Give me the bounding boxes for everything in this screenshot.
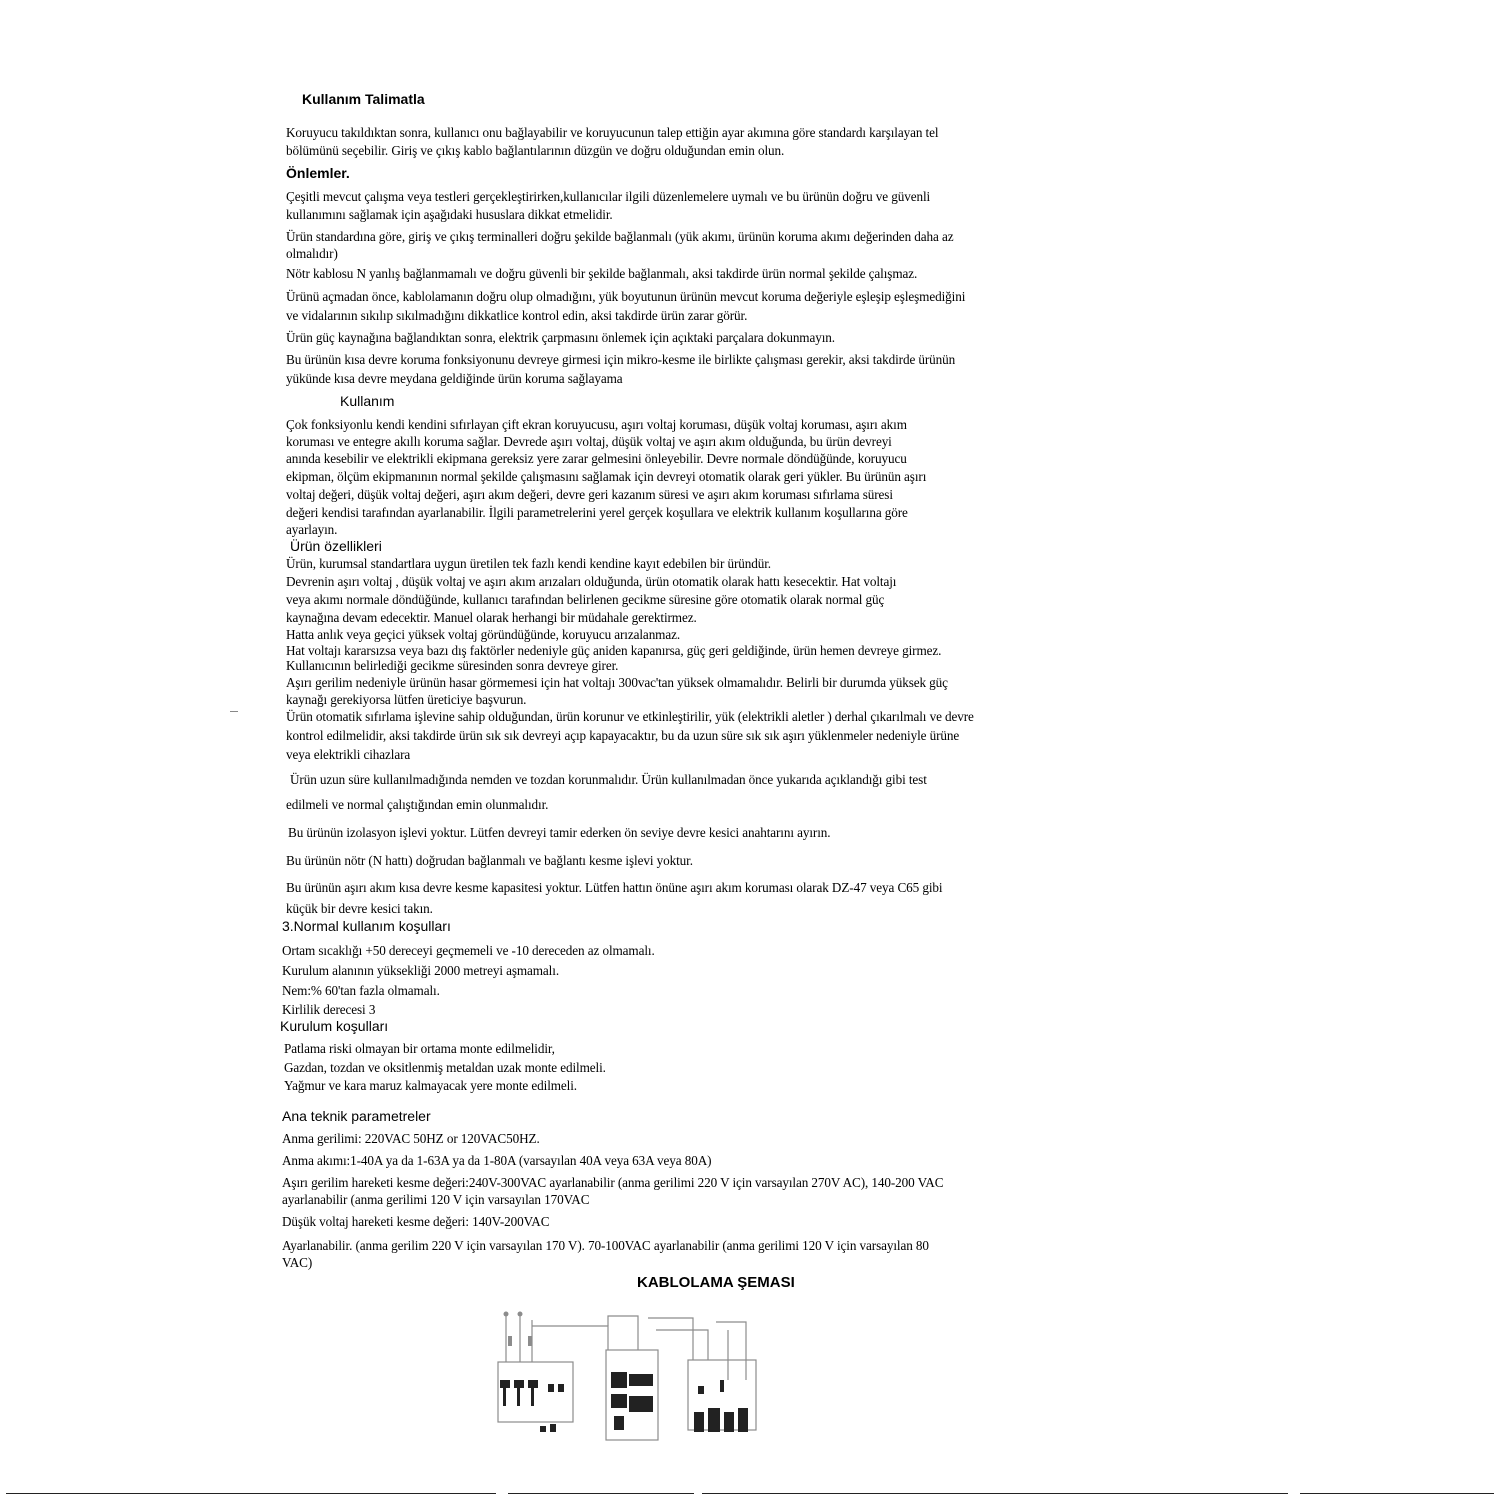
feature-line: Ürün otomatik sıfırlama işlevine sahip olduğundan, ürün korunur ve etkinleştirilir, yük (elektrikli aletler ) derhal çıkarılmalı ve devre	[286, 709, 974, 724]
feature-line: Ürün, kurumsal standartlara uygun üretilen tek fazlı kendi kendine kayıt edebilen bir üründür.	[286, 556, 771, 571]
feature-line: Aşırı gerilim nedeniyle ürünün hasar görmemesi için hat voltajı 300vac'tan yüksek olmamalıdır. Belirli bir durumda yüksek güç	[286, 675, 948, 690]
intro-line: bölümünü seçebilir. Giriş ve çıkış kablo bağlantılarının düzgün ve doğru olduğundan emin olun.	[286, 143, 785, 158]
install-condition-line: Patlama riski olmayan bir ortama monte edilmelidir,	[284, 1041, 555, 1056]
usage-line: voltaj değeri, düşük voltaj değeri, aşırı akım değeri, devre geri kazanım süresi ve aşırı akım koruması sıfırlama süresi	[286, 487, 893, 502]
precaution-line: kullanımını sağlamak için aşağıdaki hususlara dikkat etmelidir.	[286, 207, 613, 222]
feature-line: veya elektrikli cihazlara	[286, 747, 411, 762]
precaution-line: Çeşitli mevcut çalışma veya testleri gerçekleştirirken,kullanıcılar ilgili düzenlemelere uymalı ve bu ürünün doğru ve güvenli	[286, 189, 931, 204]
feature-line: Hat voltajı kararsızsa veya bazı dış faktörler nedeniyle güç aniden kapanırsa, güç geri geldiğinde, ürün hemen devreye girmez.	[286, 643, 942, 658]
usage-line: Çok fonksiyonlu kendi kendini sıfırlayan çift ekran koruyucusu, aşırı voltaj koruması, düşük voltaj koruması, aşırı akım	[286, 417, 907, 432]
intro-line: Koruyucu takıldıktan sonra, kullanıcı onu bağlayabilir ve koruyucunun talep ettiğin ayar akımına göre standardı karşılayan tel	[286, 125, 939, 140]
note-line: Ürün uzun süre kullanılmadığında nemden ve tozdan korunmalıdır. Ürün kullanılmadan önce yukarıda açıklandığı gibi test	[290, 772, 927, 787]
usage-line: ekipman, ölçüm ekipmanının normal şekilde çalışmasını sağlamak için devreyi otomatik olarak geri yükler. Bu ürünün aşırı	[286, 469, 927, 484]
note-line: Bu ürünün izolasyon işlevi yoktur. Lütfen devreyi tamir ederken ön seviye devre kesici anahtarını ayırın.	[288, 825, 831, 840]
param-line: ayarlanabilir (anma gerilimi 120 V için varsayılan 170VAC	[282, 1192, 590, 1207]
precaution-line: yükünde kısa devre meydana geldiğinde ürün koruma sağlayama	[286, 371, 623, 386]
param-line: Anma gerilimi: 220VAC 50HZ or 120VAC50HZ.	[282, 1131, 540, 1146]
footer-rule	[508, 1493, 694, 1494]
precautions-heading: Önlemler.	[286, 165, 350, 181]
usage-line: anında kesebilir ve elektrikli ekipmana gereksiz yere zarar gelmesini önleyebilir. Devre normale döndüğünde, koruyucu	[286, 451, 907, 466]
precaution-line: Ürünü açmadan önce, kablolamanın doğru olup olmadığını, yük boyutunun ürünün mevcut koruma değeriyle eşleşip eşleşmediğini	[286, 289, 966, 304]
feature-line: veya akımı normale döndüğünde, kullanıcı tarafından belirlenen gecikme süresine göre otomatik olarak normal güç	[286, 592, 885, 607]
feature-line: Devrenin aşırı voltaj , düşük voltaj ve aşırı akım arızaları olduğunda, ürün otomatik olarak hattı kesecektir. Hat voltajı	[286, 574, 897, 589]
usage-line: değeri kendisi tarafından ayarlanabilir. İlgili parametrelerini yerel gerçek koşullara ve elektrik kullanım koşullarına göre	[286, 505, 908, 520]
precaution-line: olmalıdır)	[286, 246, 338, 261]
param-line: Düşük voltaj hareketi kesme değeri: 140V-200VAC	[282, 1214, 550, 1229]
feature-line: kontrol edilmelidir, aksi takdirde ürün sık sık devreyi açıp kapayacaktır, bu da uzun süre sık sık aşırı yüklenmeler nedeniyle ürüne	[286, 728, 960, 743]
note-line: edilmeli ve normal çalıştığından emin olunmalıdır.	[286, 797, 549, 812]
install-condition-line: Yağmur ve kara maruz kalmayacak yere monte edilmeli.	[284, 1078, 577, 1093]
normal-condition-line: Kurulum alanının yüksekliği 2000 metreyi aşmamalı.	[282, 963, 560, 978]
feature-line: Kullanıcının belirlediği gecikme süresinden sonra devreye girer.	[286, 658, 619, 673]
param-line: VAC)	[282, 1255, 313, 1270]
note-line: Bu ürünün nötr (N hattı) doğrudan bağlanmalı ve bağlantı kesme işlevi yoktur.	[286, 853, 693, 868]
normal-condition-line: Ortam sıcaklığı +50 dereceyi geçmemeli ve -10 dereceden az olmamalı.	[282, 943, 655, 958]
features-heading: Ürün özellikleri	[290, 538, 382, 554]
usage-line: ayarlayın.	[286, 522, 338, 537]
note-line: Bu ürünün aşırı akım kısa devre kesme kapasitesi yoktur. Lütfen hattın önüne aşırı akım koruması olarak DZ-47 veya C65 gibi	[286, 880, 943, 895]
usage-heading: Kullanım	[340, 393, 395, 409]
params-heading: Ana teknik parametreler	[282, 1108, 431, 1124]
param-line: Anma akımı:1-40A ya da 1-63A ya da 1-80A (varsayılan 40A veya 63A veya 80A)	[282, 1153, 712, 1168]
wiring-diagram-title: KABLOLAMA ŞEMASI	[637, 1274, 795, 1291]
precaution-line: Bu ürünün kısa devre koruma fonksiyonunu devreye girmesi için mikro-kesme ile birlikte çalışması gerekir, aksi takdirde ürünün	[286, 352, 956, 367]
precaution-line: Ürün güç kaynağına bağlandıktan sonra, elektrik çarpmasını önlemek için açıktaki parçalara dokunmayın.	[286, 330, 835, 345]
footer-rule	[1300, 1493, 1494, 1494]
precaution-line: Nötr kablosu N yanlış bağlanmamalı ve doğru güvenli bir şekilde bağlanmalı, aksi takdirde ürün normal şekilde çalışmaz.	[286, 266, 918, 281]
param-line: Aşırı gerilim hareketi kesme değeri:240V-300VAC ayarlanabilir (anma gerilimi 220 V için varsayılan 270V AC), 140-200 VAC	[282, 1175, 944, 1190]
wiring-diagram	[488, 1300, 760, 1445]
feature-line: Hatta anlık veya geçici yüksek voltaj göründüğünde, koruyucu arızalanmaz.	[286, 627, 681, 642]
footer-rule	[6, 1493, 496, 1494]
param-line: Ayarlanabilir. (anma gerilim 220 V için varsayılan 170 V). 70-100VAC ayarlanabilir (anma gerilimi 120 V için varsayılan 80	[282, 1238, 929, 1253]
feature-line: kaynağı gerekiyorsa lütfen üreticiye başvurun.	[286, 692, 527, 707]
normal-conditions-heading: 3.Normal kullanım koşulları	[282, 918, 451, 934]
precaution-line: Ürün standardına göre, giriş ve çıkış terminalleri doğru şekilde bağlanmalı (yük akımı, ürünün koruma akımı değerinden daha az	[286, 229, 954, 244]
install-conditions-heading: Kurulum koşulları	[280, 1018, 389, 1034]
normal-condition-line: Nem:% 60'tan fazla olmamalı.	[282, 983, 440, 998]
feature-line: kaynağına devam edecektir. Manuel olarak herhangi bir müdahale gerektirmez.	[286, 610, 697, 625]
install-condition-line: Gazdan, tozdan ve oksitlenmiş metaldan uzak monte edilmeli.	[284, 1060, 606, 1075]
note-line: küçük bir devre kesici takın.	[286, 901, 433, 916]
precaution-line: ve vidalarının sıkılıp sıkılmadığını dikkatlice kontrol edin, aksi takdirde ürün zarar görür.	[286, 308, 748, 323]
normal-condition-line: Kirlilik derecesi 3	[282, 1002, 376, 1017]
document-title: Kullanım Talimatla	[302, 91, 425, 107]
scan-mark	[230, 711, 238, 712]
footer-rule	[702, 1493, 1288, 1494]
usage-line: koruması ve entegre akıllı koruma sağlar. Devrede aşırı voltaj, düşük voltaj ve aşırı akım olduğunda, bu ürün devreyi	[286, 434, 892, 449]
